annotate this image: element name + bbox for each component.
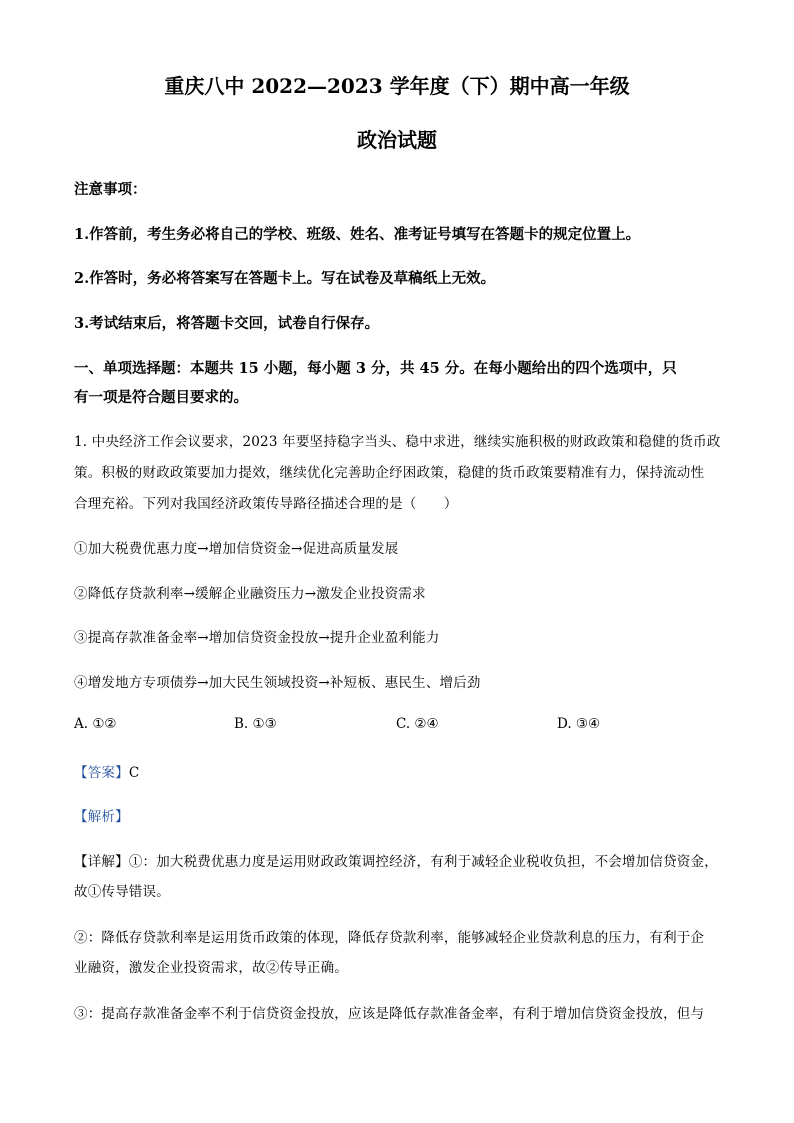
explanation-line: ②：降低存贷款利率是运用货币政策的体现，降低存贷款利率，能够减轻企业贷款利息的压力，有利于企 [74, 930, 705, 946]
analysis-tag: 【解析】 [74, 809, 129, 825]
notes-heading: 注意事项： [74, 181, 147, 198]
page-subtitle: 政治试题 [357, 128, 437, 152]
option-b: B. ①③ [234, 716, 277, 732]
explanation-line: 故①传导错误。 [74, 884, 170, 900]
option-a: A. ①② [74, 716, 117, 732]
explanation-line: ③：提高存款准备金率不利于信贷资金投放，应该是降低存款准备金率，有利于增加信贷资金投放，但与 [74, 1006, 705, 1022]
question-stem-line: 策。积极的财政政策要加力提效，继续优化完善助企纾困政策，稳健的货币政策要精准有力，保持流动性 [74, 465, 705, 481]
notes-item: 1.作答前，考生务必将自己的学校、班级、姓名、准考证号填写在答题卡的规定位置上。 [74, 226, 641, 243]
explanation-line [74, 850, 718, 870]
section-heading-cont: 有一项是符合题目要求的。 [74, 389, 248, 406]
statement-item: ①加大税费优惠力度→增加信贷资金→促进高质量发展 [74, 541, 399, 557]
explanation-line: 业融资，激发企业投资需求，故②传导正确。 [74, 960, 348, 976]
notes-item: 3.考试结束后，将答题卡交回，试卷自行保存。 [74, 315, 380, 332]
statement-item: ④增发地方专项债券→加大民生领域投资→补短板、惠民生、增后劲 [74, 675, 481, 691]
page-title: 重庆八中 2022—2023 学年度（下）期中高一年级 [164, 74, 630, 98]
answer-line [74, 761, 139, 781]
question-stem-line: 1. 中央经济工作会议要求，2023 年要坚持稳字当头、稳中求进，继续实施积极的财政政策和稳健的货币政 [74, 434, 721, 450]
notes-item: 2.作答时，务必将答案写在答题卡上。写在试卷及草稿纸上无效。 [74, 270, 496, 287]
option-c: C. ②④ [396, 716, 439, 732]
detail-tag: 【详解】 [74, 854, 129, 870]
section-heading: 一、单项选择题：本题共 15 小题，每小题 3 分，共 45 分。在每小题给出的四个选项中，只 [74, 360, 677, 377]
question-stem-line: 合理充裕。下列对我国经济政策传导路径描述合理的是（ ） [74, 496, 458, 512]
statement-item: ②降低存贷款利率→缓解企业融资压力→激发企业投资需求 [74, 586, 426, 602]
explanation-text: ①：加大税费优惠力度是运用财政政策调控经济，有利于减轻企业税收负担，不会增加信贷资金， [128, 854, 718, 870]
analysis-line [74, 805, 129, 825]
option-d: D. ③④ [557, 716, 601, 732]
answer-value: C [128, 765, 140, 781]
statement-item: ③提高存款准备金率→增加信贷资金投放→提升企业盈利能力 [74, 630, 440, 646]
answer-tag: 【答案】 [74, 765, 129, 781]
